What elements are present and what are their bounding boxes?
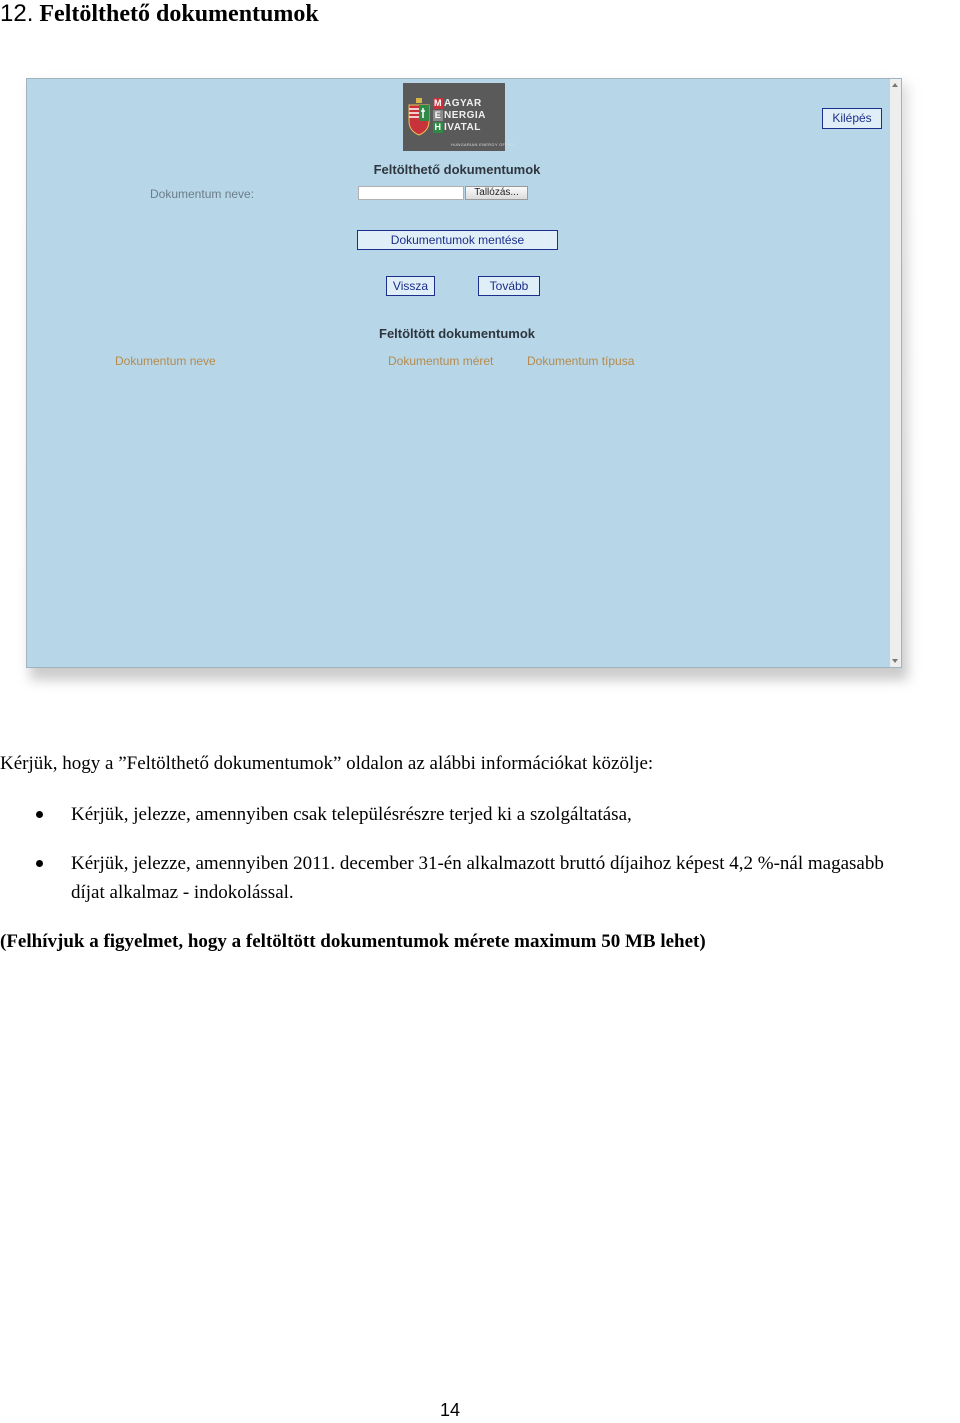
logo-line-3: H IVATAL [434,122,481,133]
size-limit-note: (Felhívjuk a figyelmet, hogy a feltöltött dokumentumok mérete maximum 50 MB lehet) [0,931,706,952]
file-path-input[interactable] [358,186,464,200]
scroll-down-icon[interactable] [892,659,898,663]
column-header-size: Dokumentum méret [388,354,494,368]
section-number: 12. [0,0,34,27]
logo-line-1: M AGYAR [434,98,482,109]
page-number: 14 [439,1400,461,1420]
bullet-icon [36,860,43,867]
upload-page-screenshot [26,78,902,668]
logo-line-2: E NERGIA [434,110,486,121]
scroll-up-icon[interactable] [892,83,898,87]
exit-button[interactable]: Kilépés [822,108,882,129]
section-title: Feltölthető dokumentumok [39,1,319,27]
bullet-icon [36,811,43,818]
browse-button[interactable]: Tallózás... [465,186,528,200]
office-logo [403,83,516,151]
column-header-name: Dokumentum neve [115,354,216,368]
next-button[interactable]: Tovább [478,276,540,296]
upload-form-title: Feltölthető dokumentumok [373,162,541,177]
intro-paragraph: Kérjük, hogy a ”Feltölthető dokumentumok” oldalon az alábbi információkat közölje: [0,753,654,774]
logo-subtitle: HUNGARIAN ENERGY OFFICE [451,142,516,147]
coat-of-arms-icon [406,97,432,137]
back-button[interactable]: Vissza [386,276,435,296]
info-bullet-list [0,800,910,907]
list-item: Kérjük, jelezze, amennyiben 2011. december 31-én alkalmazott bruttó díjaihoz képest 4,2 %-nál magasabb díjat alkalmaz - indokolással. [0,849,910,907]
vertical-scrollbar[interactable] [889,79,901,667]
section-heading [0,0,319,28]
document-name-label: Dokumentum neve: [150,187,255,201]
save-documents-button[interactable]: Dokumentumok mentése [357,230,558,250]
list-item: Kérjük, jelezze, amennyiben csak településrészre terjed ki a szolgáltatása, [0,800,910,829]
column-header-type: Dokumentum típusa [527,354,635,368]
uploaded-documents-title: Feltöltött dokumentumok [379,326,535,341]
